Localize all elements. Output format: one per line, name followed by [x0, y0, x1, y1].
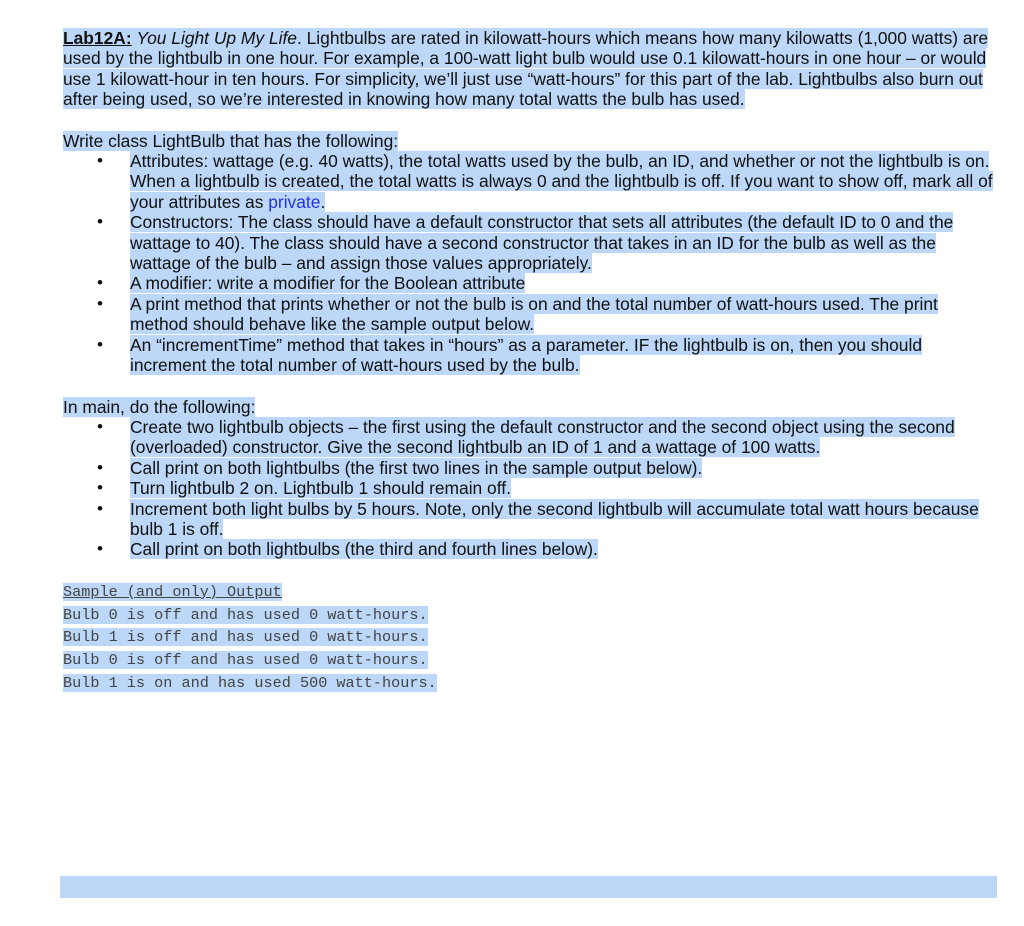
output-line: Bulb 0 is off and has used 0 watt-hours. [63, 605, 428, 624]
output-line: Bulb 1 is on and has used 500 watt-hours. [63, 673, 437, 692]
main-steps-list [63, 417, 993, 560]
class-requirements-list [63, 151, 993, 375]
bullet-icon: • [97, 416, 103, 436]
bullet-text: Create two lightbulb objects – the first using the default constructor and the second object using the second (overloaded) constructor. Give the second lightbulb an ID of 1 and a wattage of 100 watts. [130, 416, 955, 458]
bullet-text: An “incrementTime” method that takes in “hours” as a parameter. IF the lightbulb is on, then you should increment the total number of watt-hours used by the bulb. [130, 334, 922, 376]
output-line: Bulb 1 is off and has used 0 watt-hours. [63, 628, 428, 647]
bullet-text: Call print on both lightbulbs (the first two lines in the sample output below). [130, 457, 703, 478]
intro-paragraph [63, 28, 993, 110]
list-item: • Attributes: wattage (e.g. 40 watts), the total watts used by the bulb, an ID, and whether or not the lightbulb is on. When a lightbulb is created, the total watts is always 0 and the lightbulb is off. If you want to show off, mark all of your attributes as private. [97, 151, 993, 212]
lab-subtitle: You Light Up My Life [136, 28, 297, 48]
bullet-text: Constructors: The class should have a default constructor that sets all attributes (the default ID to 0 and the wattage to 40). The class should have a second constructor that takes in an ID for the bulb as well as the wattage of the bulb – and assign those values appropriately. [130, 212, 954, 274]
bullet-icon: • [97, 212, 103, 232]
list-item [63, 335, 993, 376]
sample-output-block [63, 581, 993, 695]
list-item [63, 539, 993, 559]
intro-text: . Lightbulbs are rated in kilowatt-hours which means how many kilowatts (1,000 watts) are used by the lightbulb in one hour. For example, a 100-watt light bulb would use 0.1 kilowatt-hours in one hour – or would use 1 kilowatt-hour in ten hours. For simplicity, we’ll just use “watt-hours” for this part of the lab. Lightbulbs also burn out after being used, so we’re interested in knowing how many total watts the bulb has used. [63, 28, 989, 110]
bullet-text: A modifier: write a modifier for the Boolean attribute [130, 273, 526, 294]
bullet-icon: • [97, 498, 103, 518]
list-item [63, 273, 993, 293]
bullet-text: Attributes: wattage (e.g. 40 watts), the total watts used by the bulb, an ID, and whether or not the lightbulb is on. When a lightbulb is created, the total watts is always 0 and the lightbulb is off. If you want to show off, mark all of your attributes as [130, 151, 993, 212]
main-section-heading: In main, do the following: [63, 396, 256, 417]
bullet-icon: • [97, 539, 103, 559]
bullet-icon: • [97, 293, 103, 313]
bullet-text: Increment both light bulbs by 5 hours. Note, only the second lightbulb will accumulate total watt hours because bulb 1 is off. [130, 498, 979, 539]
bullet-text: Turn lightbulb 2 on. Lightbulb 1 should remain off. [130, 478, 511, 499]
list-item [63, 212, 993, 273]
list-item [63, 499, 993, 540]
bullet-icon: • [97, 457, 103, 477]
bullet-icon: • [97, 273, 103, 293]
class-section-heading: Write class LightBulb that has the following: [63, 130, 399, 151]
sample-output-heading: Sample (and only) Output [63, 582, 282, 601]
selection-highlight-bar [60, 876, 997, 898]
private-keyword: private [268, 191, 321, 212]
bullet-icon: • [97, 478, 103, 498]
document-body [63, 28, 993, 695]
list-item [63, 294, 993, 335]
bullet-text: Call print on both lightbulbs (the third and fourth lines below). [130, 539, 598, 560]
bullet-icon: • [97, 334, 103, 354]
output-line: Bulb 0 is off and has used 0 watt-hours. [63, 651, 428, 670]
list-item [63, 478, 993, 498]
bullet-text: A print method that prints whether or not the bulb is on and the total number of watt-hours used. The print method should behave like the sample output below. [130, 293, 938, 335]
list-item [63, 417, 993, 458]
list-item [63, 458, 993, 478]
lab-title: Lab12A: [63, 28, 132, 48]
bullet-icon: • [97, 151, 103, 171]
